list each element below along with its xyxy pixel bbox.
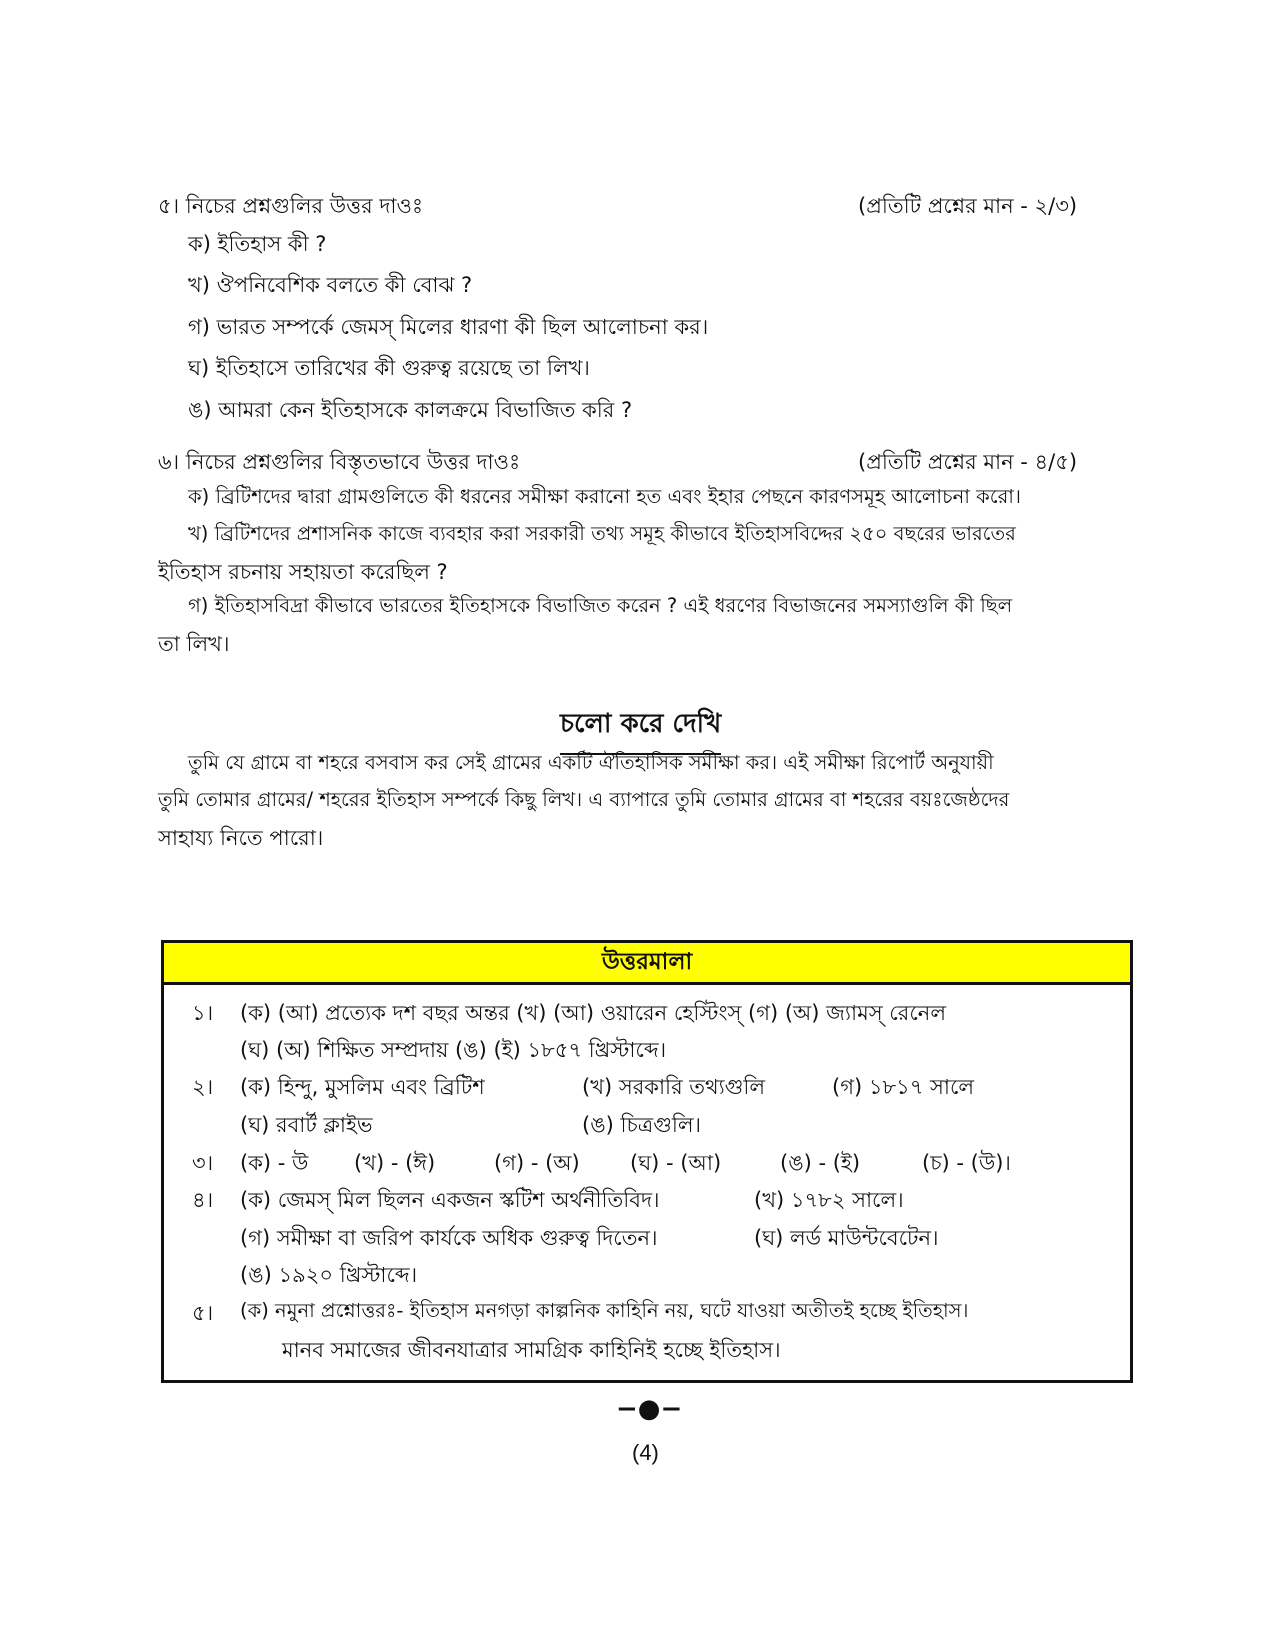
answer-number: ৩। — [192, 1151, 214, 1175]
activity-line: তুমি তোমার গ্রামের/ শহরের ইতিহাস সম্পর্কে কিছু লিখ। এ ব্যাপারে তুমি তোমার গ্রামের বা শহরের বয়ঃজেষ্ঠদের — [158, 788, 1010, 811]
activity-line: তুমি যে গ্রামে বা শহরে বসবাস কর সেই গ্রামের একটি ঐতিহাসিক সমীক্ষা কর। এই সমীক্ষা রিপোর্ট অনুযায়ী — [188, 751, 994, 774]
q6-marks: (প্রতিটি প্রশ্নের মান - ৪/৫) — [858, 450, 1078, 474]
answer-item: (খ) ১৭৮২ সালে। — [754, 1188, 904, 1212]
q5-item: গ) ভারত সম্পর্কে জেমস্ মিলের ধারণা কী ছিল আলোচনা কর। — [188, 315, 709, 339]
answer-item: (খ) সরকারি তথ্যগুলি — [582, 1075, 766, 1099]
q6-line: গ) ইতিহাসবিদ্রা কীভাবে ভারতের ইতিহাসকে বিভাজিত করেন ? এই ধরণের বিভাজনের সমস্যাগুলি কী ছিল — [188, 594, 1013, 617]
q5-item: খ) ঔপনিবেশিক বলতে কী বোঝ ? — [188, 273, 473, 297]
answer-item: (গ) সমীক্ষা বা জরিপ কার্যকে অধিক গুরুত্ব দিতেন। — [240, 1226, 658, 1250]
answer-item: (ঙ) চিত্রগুলি। — [582, 1113, 702, 1137]
q5-marks: (প্রতিটি প্রশ্নের মান - ২/৩) — [858, 194, 1078, 218]
q5-item: ঘ) ইতিহাসে তারিখের কী গুরুত্ব রয়েছে তা লিখ। — [188, 356, 590, 380]
answer-key-title: উত্তরমালা — [164, 943, 1130, 985]
page-number: (4) — [632, 1440, 659, 1465]
q6-line: ইতিহাস রচনায় সহায়তা করেছিল ? — [158, 560, 448, 584]
q5-item: ঙ) আমরা কেন ইতিহাসকে কালক্রমে বিভাজিত করি ? — [188, 398, 633, 422]
end-divider: −●− — [616, 1394, 683, 1424]
answer-item: (ঘ) রবার্ট ক্লাইভ — [240, 1113, 373, 1137]
answer-item: (ঘ) - (আ) — [630, 1151, 722, 1175]
answer-line: (ক) (আ) প্রত্যেক দশ বছর অন্তর (খ) (আ) ওয়ারেন হেস্টিংস্ (গ) (অ) জ্যামস্ রেনেল — [240, 1001, 946, 1025]
q5-item: ক) ইতিহাস কী ? — [188, 232, 327, 256]
q6-heading: ৬। নিচের প্রশ্নগুলির বিস্তৃতভাবে উত্তর দাওঃ — [158, 450, 521, 474]
answer-number: ১। — [192, 1001, 214, 1025]
answer-number: ২। — [192, 1075, 214, 1099]
answer-item: (ক) হিন্দু, মুসলিম এবং ব্রিটিশ — [240, 1075, 485, 1099]
answer-number: ৫। — [192, 1301, 214, 1325]
answer-line: মানব সমাজের জীবনযাত্রার সামগ্রিক কাহিনিই হচ্ছে ইতিহাস। — [282, 1338, 781, 1362]
answer-item: (গ) ১৮১৭ সালে — [832, 1075, 975, 1099]
answer-number: ৪। — [192, 1188, 214, 1212]
q6-line: ক) ব্রিটিশদের দ্বারা গ্রামগুলিতে কী ধরনের সমীক্ষা করানো হত এবং ইহার পেছনে কারণসমূহ আলোচনা করো। — [188, 485, 1021, 508]
answer-item: (ঘ) লর্ড মাউন্টবেটেন। — [754, 1226, 939, 1250]
q6-line: খ) ব্রিটিশদের প্রশাসনিক কাজে ব্যবহার করা সরকারী তথ্য সমূহ কীভাবে ইতিহাসবিদ্দের ২৫০ বছরের ভারতের — [188, 522, 1016, 545]
answer-item: (খ) - (ঈ) — [354, 1151, 436, 1175]
answer-item: (ঙ) - (ই) — [780, 1151, 861, 1175]
answer-item: (চ) - (উ)। — [922, 1151, 1011, 1175]
answer-item: (ক) - উ — [240, 1151, 309, 1175]
answer-key-box — [161, 940, 1133, 1383]
activity-title: চলো করে দেখি — [560, 703, 721, 755]
q6-line: তা লিখ। — [158, 632, 230, 656]
activity-line: সাহায্য নিতে পারো। — [158, 826, 324, 850]
answer-line: (ঘ) (অ) শিক্ষিত সম্প্রদায় (ঙ) (ই) ১৮৫৭ খ্রিস্টাব্দে। — [240, 1038, 667, 1062]
answer-item: (ঙ) ১৯২০ খ্রিস্টাব্দে। — [240, 1263, 418, 1287]
q5-heading: ৫। নিচের প্রশ্নগুলির উত্তর দাওঃ — [158, 194, 424, 218]
answer-line: (ক) নমুনা প্রশ্নোত্তরঃ- ইতিহাস মনগড়া কাল্পনিক কাহিনি নয়, ঘটে যাওয়া অতীতই হচ্ছে ইতিহাস। — [240, 1299, 969, 1322]
answer-item: (গ) - (অ) — [494, 1151, 580, 1175]
answer-item: (ক) জেমস্ মিল ছিলন একজন স্কটিশ অর্থনীতিবিদ। — [240, 1188, 660, 1212]
